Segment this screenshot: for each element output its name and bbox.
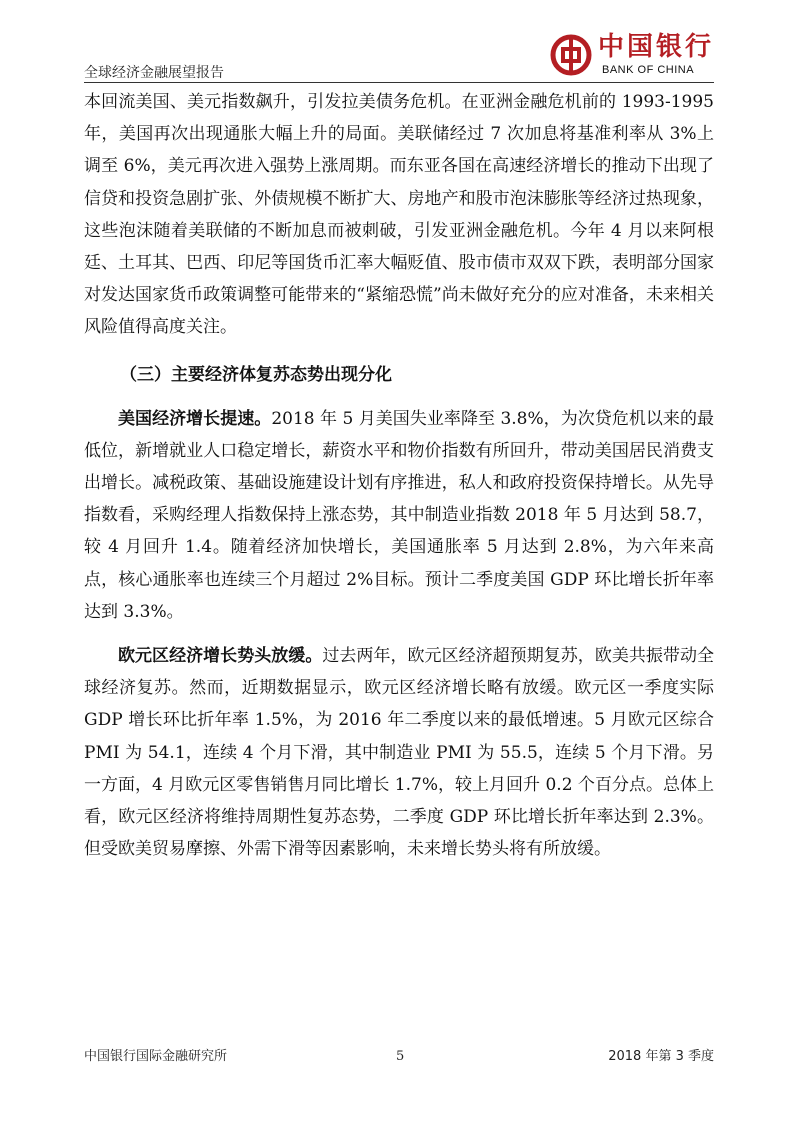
report-title: 全球经济金融展望报告 — [84, 65, 224, 81]
paragraph-us-economy — [84, 403, 714, 628]
page-number: 5 — [396, 1049, 405, 1064]
section-heading: （三）主要经济体复苏态势出现分化 — [120, 364, 392, 385]
footer-institute: 中国银行国际金融研究所 — [84, 1049, 228, 1064]
paragraph-text-eurozone: 过去两年，欧元区经济超预期复苏，欧美共振带动全球经济复苏。然而，近期数据显示，欧元区经济增长略有放缓。欧元区一季度实际 GDP 增长环比折年率 1.5%，为 2016 年二季度以来的最低增速。5 月欧元区综合 PMI 为 54.1，连续 4 个月下滑，其中制造业 PMI 为 55.5，连续 5 个月下滑。另一方面，4 月欧元区零售销售月同比增长 1.7%，较上月回升 0.2 个百分点。总体上看，欧元区经济将维持周期性复苏态势，二季度 GDP 环比增长折年率达到 2.3%。但受欧美贸易摩擦、外需下滑等因素影响，未来增长势头将有所放缓。 — [84, 646, 715, 860]
paragraph-lead-us: 美国经济增长提速。 — [118, 408, 272, 429]
bank-of-china-logo-icon — [550, 34, 592, 76]
report-body — [84, 86, 714, 865]
header-divider — [84, 82, 714, 83]
logo-english-name: BANK OF CHINA — [602, 64, 695, 76]
paragraph-text-us: 2018 年 5 月美国失业率降至 3.8%，为次贷危机以来的最低位，新增就业人口稳定增长，薪资水平和物价指数有所回升，带动美国居民消费支出增长。减税政策、基础设施建设计划有序推进，私人和政府投资保持增长。从先导指数看，采购经理人指数保持上涨态势，其中制造业指数 2018 年 5 月达到 58.7，较 4 月回升 1.4。随着经济加快增长，美国通胀率 5 月达到 2.8%，为六年来高点，核心通胀率也连续三个月超过 2%目标。预计二季度美国 GDP 环比增长折年率达到 3.3%。 — [84, 408, 714, 622]
page-footer — [84, 1048, 714, 1072]
paragraph-eurozone-economy — [84, 640, 714, 865]
footer-quarter: 2018 年第 3 季度 — [608, 1049, 714, 1064]
paragraph-spacer — [84, 628, 714, 640]
paragraph-lead-eurozone: 欧元区经济增长势头放缓。 — [118, 646, 323, 667]
logo-chinese-name: 中国银行 — [598, 32, 715, 62]
page-header — [84, 28, 714, 84]
paragraph-continuation: 本回流美国、美元指数飙升，引发拉美债务危机。在亚洲金融危机前的 1993-1995 年，美国再次出现通胀大幅上升的局面。美联储经过 7 次加息将基准利率从 3%上调至 6%，美元再次进入强势上涨周期。而东亚各国在高速经济增长的推动下出现了信贷和投资急剧扩张、外债规模不断扩大、房地产和股市泡沫膨胀等经济过热现象，这些泡沫随着美联储的不断加息而被刺破，引发亚洲金融危机。今年 4 月以来阿根廷、土耳其、巴西、印尼等国货币汇率大幅贬值、股市债市双双下跌，表明部分国家对发达国家货币政策调整可能带来的“紧缩恐慌”尚未做好充分的应对准备，未来相关风险值得高度关注。 — [84, 92, 714, 338]
bank-logo — [550, 32, 714, 80]
